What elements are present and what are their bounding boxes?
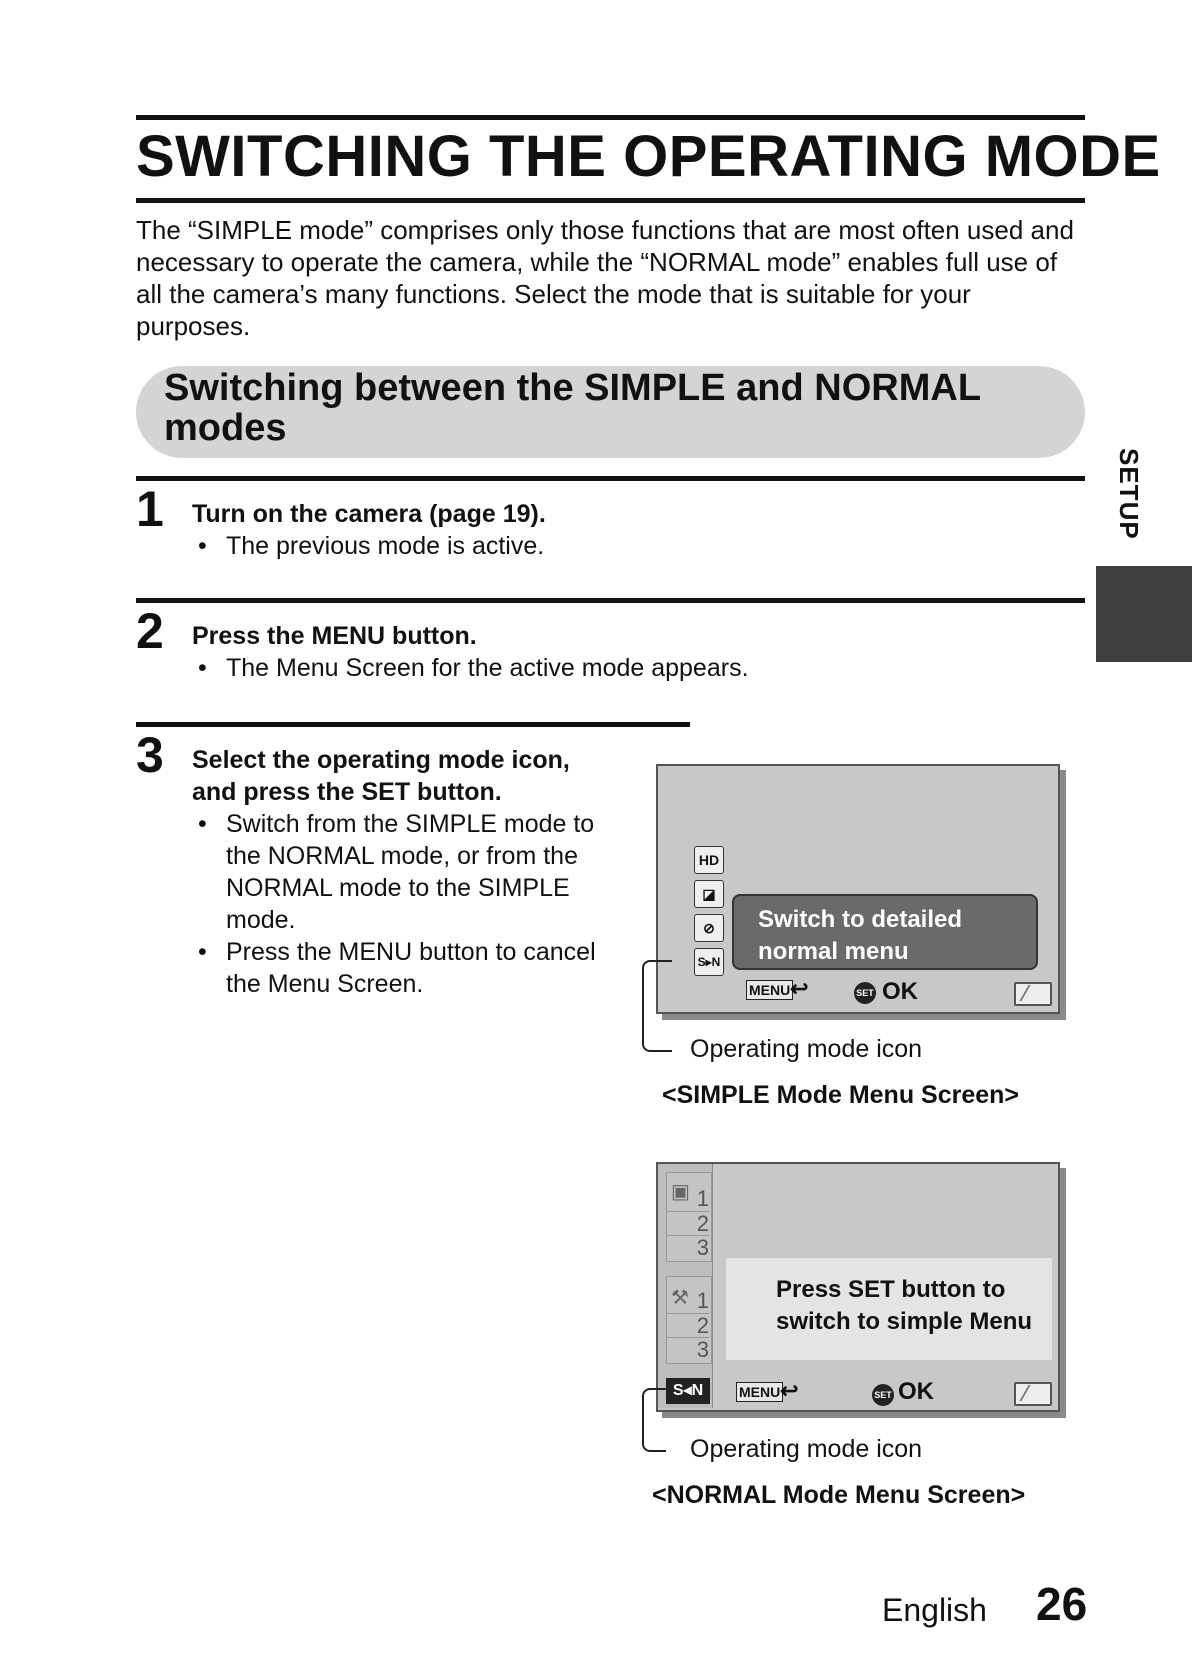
section-heading: Switching between the SIMPLE and NORMAL modes xyxy=(164,367,981,449)
normal-pointer-line xyxy=(642,1388,666,1452)
step-3-bullet-1 xyxy=(198,808,626,936)
title-underline xyxy=(136,198,1085,203)
simple-pointer-label: Operating mode icon xyxy=(690,1035,923,1063)
bullet-dot: • xyxy=(198,532,207,560)
step-1-rule xyxy=(136,476,1085,481)
option-tab-page-2: 2 xyxy=(667,1313,709,1338)
hd-resolution-icon[interactable]: HD xyxy=(694,846,724,874)
top-rule xyxy=(136,115,1085,120)
footer-language: English xyxy=(882,1592,987,1628)
simple-mode-menu-screen xyxy=(656,764,1060,1014)
wrench-icon: ⚒ xyxy=(671,1287,689,1309)
normal-screen-caption: <NORMAL Mode Menu Screen> xyxy=(652,1481,1026,1509)
page-title: SWITCHING THE OPERATING MODE xyxy=(136,124,1161,189)
callout-line-2: normal menu xyxy=(758,938,909,965)
bullet-dot: • xyxy=(198,654,207,682)
return-icon: ↩ xyxy=(790,976,809,1001)
step-2-rule xyxy=(136,598,1085,603)
camera-icon: ▣ xyxy=(671,1181,690,1203)
side-tab-label: SETUP xyxy=(1114,448,1144,540)
shooting-tab-page-3: 3 xyxy=(667,1235,709,1260)
message-box xyxy=(726,1258,1052,1360)
intro-paragraph: The “SIMPLE mode” comprises only those functions that are most often used and necessary to operate the camera, while the “NORMAL mode” enables full use of all the camera’s many functions. Select the mode that is suitable for your purposes. xyxy=(136,215,1074,341)
scene-select-icon[interactable]: ◪ xyxy=(694,880,724,908)
callout-line-1: Switch to detailed xyxy=(758,906,963,933)
shooting-tab-page-2: 2 xyxy=(667,1211,709,1236)
step-2-bullet xyxy=(198,652,1076,684)
message-line-1: Press SET button to xyxy=(776,1276,1006,1303)
battery-icon xyxy=(1014,1382,1052,1406)
option-menu-tab[interactable] xyxy=(666,1276,712,1364)
message-line-2: switch to simple Menu xyxy=(776,1308,1033,1335)
shooting-menu-tab[interactable] xyxy=(666,1172,712,1262)
step-1-number: 1 xyxy=(136,481,164,537)
step-2-bullet-text: The Menu Screen for the active mode appears. xyxy=(226,654,749,682)
simple-pointer-line xyxy=(642,960,672,1052)
bullet-dot: • xyxy=(198,938,207,966)
step-3-bullet-1-text: Switch from the SIMPLE mode to the NORMAL mode, or from the NORMAL mode to the SIMPLE mode. xyxy=(226,810,595,934)
page-number: 26 xyxy=(1036,1578,1088,1630)
step-1-heading: Turn on the camera (page 19). xyxy=(192,500,546,528)
step-2-heading: Press the MENU button. xyxy=(192,622,477,650)
option-tab-page-3: 3 xyxy=(667,1337,709,1362)
step-1-bullet xyxy=(198,530,1076,562)
set-button-icon: SET xyxy=(872,1384,894,1406)
step-3-number: 3 xyxy=(136,727,164,783)
normal-pointer-label: Operating mode icon xyxy=(690,1435,923,1463)
operating-mode-icon[interactable]: S◂N xyxy=(666,1378,710,1404)
battery-icon xyxy=(1014,982,1052,1006)
ok-label: OK xyxy=(898,1378,934,1405)
ok-label: OK xyxy=(882,978,918,1005)
flash-off-icon[interactable]: ⊘ xyxy=(694,914,724,942)
option-tab-page-1: 1 xyxy=(696,1288,709,1313)
step-3-heading-line-2: and press the SET button. xyxy=(192,778,502,806)
step-3-heading-line-1: Select the operating mode icon, xyxy=(192,746,570,774)
menu-button-hint: MENU xyxy=(746,980,793,1000)
step-3-bullet-2-text: Press the MENU button to cancel the Menu Screen. xyxy=(226,938,596,998)
step-3-rule xyxy=(136,722,690,727)
normal-mode-menu-screen xyxy=(656,1162,1060,1412)
simple-screen-caption: <SIMPLE Mode Menu Screen> xyxy=(662,1081,1020,1109)
step-2-number: 2 xyxy=(136,603,164,659)
return-icon: ↩ xyxy=(780,1378,799,1403)
side-tab-marker xyxy=(1096,566,1192,662)
switch-to-normal-callout xyxy=(732,894,1038,970)
step-3-bullet-2 xyxy=(198,936,626,1000)
bullet-dot: • xyxy=(198,810,207,838)
shooting-tab-page-1: 1 xyxy=(696,1186,709,1211)
set-button-icon: SET xyxy=(854,982,876,1004)
menu-button-hint: MENU xyxy=(736,1382,783,1402)
step-1-bullet-text: The previous mode is active. xyxy=(226,532,545,560)
operating-mode-icon[interactable]: S▸N xyxy=(694,948,724,976)
